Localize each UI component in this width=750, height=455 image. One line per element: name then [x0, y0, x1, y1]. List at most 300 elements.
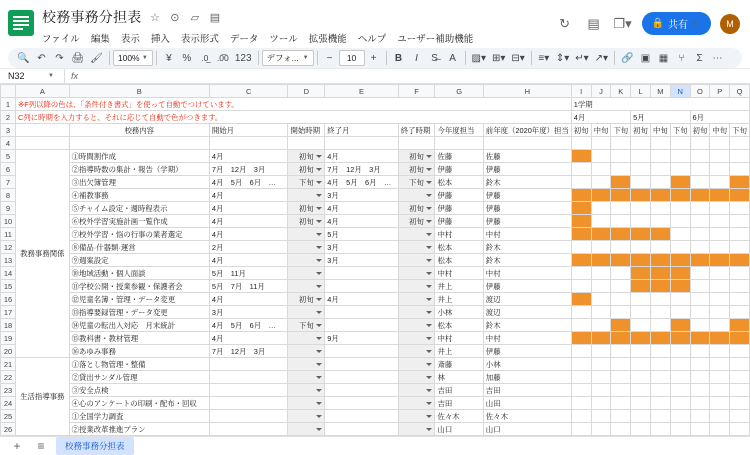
schedule-bar-cell[interactable] [591, 332, 611, 345]
insert-chart-icon[interactable]: ▦ [658, 52, 669, 64]
decimal-increase-icon[interactable]: .0̅0 [216, 53, 229, 63]
grid-table[interactable] [0, 84, 750, 436]
schedule-empty-cell[interactable] [710, 267, 730, 280]
row-header-4[interactable]: 4 [1, 137, 16, 150]
percent-icon[interactable]: % [182, 52, 192, 64]
undo-icon[interactable]: ↶ [37, 52, 46, 64]
text-color-icon[interactable]: A [449, 52, 456, 64]
schedule-empty-cell[interactable] [730, 293, 750, 306]
end-period-dropdown[interactable]: 初旬 [398, 202, 435, 215]
column-header-L[interactable]: L [631, 85, 651, 98]
start-period-dropdown[interactable] [288, 241, 325, 254]
schedule-bar-cell[interactable] [650, 254, 670, 267]
note-cell-2[interactable]: C列に時期を入力すると、それに応じて自動で色がつきます。 [16, 111, 572, 124]
schedule-bar-cell[interactable] [670, 254, 690, 267]
menu-view[interactable]: 表示 [120, 34, 140, 45]
add-comment-icon[interactable]: ▣ [640, 52, 651, 64]
schedule-empty-cell[interactable] [730, 163, 750, 176]
borders-icon[interactable]: ⊞▾ [492, 52, 506, 64]
schedule-bar-cell[interactable] [611, 189, 631, 202]
bold-icon[interactable]: B [394, 52, 403, 64]
schedule-empty-cell[interactable] [611, 215, 631, 228]
schedule-empty-cell[interactable] [710, 176, 730, 189]
schedule-empty-cell[interactable] [611, 371, 631, 384]
schedule-empty-cell[interactable] [710, 228, 730, 241]
schedule-empty-cell[interactable] [611, 293, 631, 306]
row-header-1[interactable]: 1 [1, 98, 16, 111]
schedule-bar-cell[interactable] [611, 228, 631, 241]
move-icon[interactable]: ⊙ [170, 11, 180, 24]
start-period-dropdown[interactable] [288, 423, 325, 436]
schedule-empty-cell[interactable] [730, 410, 750, 423]
start-period-dropdown[interactable] [288, 345, 325, 358]
document-title[interactable]: 校務事務分担表 [42, 9, 142, 25]
schedule-empty-cell[interactable] [710, 306, 730, 319]
start-period-dropdown[interactable] [288, 254, 325, 267]
schedule-empty-cell[interactable] [611, 410, 631, 423]
column-header-K[interactable]: K [611, 85, 631, 98]
schedule-empty-cell[interactable] [571, 280, 591, 293]
schedule-bar-cell[interactable] [631, 189, 651, 202]
column-header-G[interactable]: G [435, 85, 483, 98]
schedule-empty-cell[interactable] [631, 293, 651, 306]
schedule-bar-cell[interactable] [650, 280, 670, 293]
redo-icon[interactable]: ↷ [55, 52, 64, 64]
schedule-empty-cell[interactable] [650, 371, 670, 384]
drive-status-icon[interactable]: ▤ [209, 11, 221, 24]
month-header-1[interactable]: 4月 [571, 111, 630, 124]
end-period-dropdown[interactable] [398, 293, 435, 306]
column-header-Q[interactable]: Q [730, 85, 750, 98]
text-rotation-icon[interactable]: ↗▾ [594, 52, 609, 64]
schedule-bar-cell[interactable] [571, 293, 591, 306]
schedule-empty-cell[interactable] [670, 293, 690, 306]
end-period-dropdown[interactable]: 初旬 [398, 163, 435, 176]
schedule-empty-cell[interactable] [670, 150, 690, 163]
schedule-empty-cell[interactable] [690, 202, 710, 215]
italic-icon[interactable]: I [415, 52, 418, 64]
end-period-dropdown[interactable]: 初旬 [398, 215, 435, 228]
schedule-bar-cell[interactable] [670, 332, 690, 345]
schedule-empty-cell[interactable] [611, 423, 631, 436]
number-format-icon[interactable]: 123 [234, 52, 252, 64]
schedule-empty-cell[interactable] [690, 280, 710, 293]
schedule-empty-cell[interactable] [631, 241, 651, 254]
schedule-bar-cell[interactable] [690, 189, 710, 202]
schedule-empty-cell[interactable] [591, 280, 611, 293]
schedule-empty-cell[interactable] [650, 345, 670, 358]
schedule-empty-cell[interactable] [591, 241, 611, 254]
schedule-empty-cell[interactable] [611, 202, 631, 215]
schedule-empty-cell[interactable] [710, 241, 730, 254]
schedule-empty-cell[interactable] [611, 280, 631, 293]
schedule-bar-cell[interactable] [650, 332, 670, 345]
schedule-empty-cell[interactable] [611, 306, 631, 319]
schedule-empty-cell[interactable] [631, 150, 651, 163]
row-header-5[interactable]: 5 [1, 150, 16, 163]
schedule-empty-cell[interactable] [591, 319, 611, 332]
end-period-dropdown[interactable] [398, 280, 435, 293]
schedule-empty-cell[interactable] [710, 280, 730, 293]
schedule-empty-cell[interactable] [730, 423, 750, 436]
schedule-empty-cell[interactable] [650, 176, 670, 189]
schedule-empty-cell[interactable] [710, 358, 730, 371]
schedule-empty-cell[interactable] [611, 267, 631, 280]
start-period-dropdown[interactable]: 初旬 [288, 202, 325, 215]
schedule-empty-cell[interactable] [670, 397, 690, 410]
start-period-dropdown[interactable]: 初旬 [288, 150, 325, 163]
schedule-empty-cell[interactable] [631, 202, 651, 215]
start-period-dropdown[interactable] [288, 189, 325, 202]
schedule-empty-cell[interactable] [730, 384, 750, 397]
menu-help[interactable]: ヘルプ [357, 34, 387, 45]
schedule-empty-cell[interactable] [571, 423, 591, 436]
start-period-dropdown[interactable]: 下旬 [288, 176, 325, 189]
font-family-select[interactable]: デフォ... ▼ [262, 50, 314, 66]
name-box[interactable] [4, 71, 58, 81]
schedule-empty-cell[interactable] [611, 397, 631, 410]
cloud-icon[interactable]: ▱ [190, 11, 200, 24]
schedule-empty-cell[interactable] [650, 306, 670, 319]
menu-extensions[interactable]: 拡張機能 [308, 34, 347, 45]
schedule-empty-cell[interactable] [710, 384, 730, 397]
row-header-25[interactable]: 25 [1, 410, 16, 423]
schedule-empty-cell[interactable] [690, 228, 710, 241]
row-header-7[interactable]: 7 [1, 176, 16, 189]
schedule-empty-cell[interactable] [690, 319, 710, 332]
zoom-select[interactable]: 100% ▼ [113, 50, 153, 66]
comment-icon[interactable]: ▤ [587, 15, 600, 31]
start-period-dropdown[interactable] [288, 397, 325, 410]
start-period-dropdown[interactable] [288, 267, 325, 280]
schedule-empty-cell[interactable] [730, 280, 750, 293]
schedule-bar-cell[interactable] [670, 319, 690, 332]
schedule-bar-cell[interactable] [710, 189, 730, 202]
add-sheet-button[interactable]: + [13, 439, 21, 453]
schedule-empty-cell[interactable] [670, 423, 690, 436]
schedule-empty-cell[interactable] [710, 397, 730, 410]
horizontal-align-icon[interactable]: ≡▾ [538, 52, 550, 64]
schedule-empty-cell[interactable] [710, 371, 730, 384]
schedule-empty-cell[interactable] [571, 345, 591, 358]
schedule-empty-cell[interactable] [591, 176, 611, 189]
schedule-bar-cell[interactable] [571, 332, 591, 345]
start-period-dropdown[interactable]: 初旬 [288, 215, 325, 228]
column-header-O[interactable]: O [690, 85, 710, 98]
schedule-empty-cell[interactable] [631, 319, 651, 332]
merge-cells-icon[interactable]: ⊟▾ [511, 52, 525, 64]
column-header-E[interactable]: E [325, 85, 398, 98]
schedule-bar-cell[interactable] [571, 254, 591, 267]
start-period-dropdown[interactable] [288, 280, 325, 293]
row-header-8[interactable]: 8 [1, 189, 16, 202]
schedule-empty-cell[interactable] [571, 319, 591, 332]
schedule-empty-cell[interactable] [611, 345, 631, 358]
schedule-empty-cell[interactable] [710, 215, 730, 228]
schedule-bar-cell[interactable] [571, 202, 591, 215]
schedule-empty-cell[interactable] [591, 267, 611, 280]
select-all-corner[interactable] [1, 85, 16, 98]
column-header-I[interactable]: I [571, 85, 591, 98]
schedule-empty-cell[interactable] [631, 176, 651, 189]
column-header-H[interactable]: H [483, 85, 571, 98]
schedule-bar-cell[interactable] [730, 176, 750, 189]
star-icon[interactable]: ☆ [149, 11, 160, 24]
schedule-empty-cell[interactable] [730, 228, 750, 241]
schedule-empty-cell[interactable] [571, 176, 591, 189]
schedule-empty-cell[interactable] [690, 150, 710, 163]
schedule-bar-cell[interactable] [611, 319, 631, 332]
end-period-dropdown[interactable] [398, 410, 435, 423]
schedule-empty-cell[interactable] [571, 384, 591, 397]
all-sheets-button[interactable]: ≡ [37, 439, 45, 453]
schedule-empty-cell[interactable] [591, 150, 611, 163]
schedule-empty-cell[interactable] [730, 267, 750, 280]
schedule-empty-cell[interactable] [650, 163, 670, 176]
schedule-empty-cell[interactable] [650, 319, 670, 332]
schedule-empty-cell[interactable] [631, 423, 651, 436]
schedule-empty-cell[interactable] [591, 345, 611, 358]
schedule-empty-cell[interactable] [611, 163, 631, 176]
schedule-bar-cell[interactable] [571, 150, 591, 163]
schedule-empty-cell[interactable] [670, 202, 690, 215]
schedule-empty-cell[interactable] [710, 319, 730, 332]
row-header-22[interactable]: 22 [1, 371, 16, 384]
end-period-dropdown[interactable] [398, 384, 435, 397]
schedule-empty-cell[interactable] [611, 150, 631, 163]
schedule-bar-cell[interactable] [631, 267, 651, 280]
schedule-empty-cell[interactable] [730, 345, 750, 358]
column-header-A[interactable]: A [16, 85, 70, 98]
row-header-19[interactable]: 19 [1, 332, 16, 345]
start-period-dropdown[interactable] [288, 228, 325, 241]
schedule-empty-cell[interactable] [631, 410, 651, 423]
end-period-dropdown[interactable]: 初旬 [398, 150, 435, 163]
schedule-bar-cell[interactable] [710, 254, 730, 267]
column-header-D[interactable]: D [288, 85, 325, 98]
end-period-dropdown[interactable] [398, 358, 435, 371]
schedule-empty-cell[interactable] [690, 163, 710, 176]
month-header-2[interactable]: 5月 [631, 111, 690, 124]
schedule-empty-cell[interactable] [710, 150, 730, 163]
schedule-empty-cell[interactable] [730, 202, 750, 215]
schedule-empty-cell[interactable] [571, 163, 591, 176]
start-period-dropdown[interactable]: 下旬 [288, 319, 325, 332]
schedule-empty-cell[interactable] [690, 345, 710, 358]
schedule-empty-cell[interactable] [730, 150, 750, 163]
term-header[interactable]: 1学期 [571, 98, 749, 111]
column-header-P[interactable]: P [710, 85, 730, 98]
schedule-empty-cell[interactable] [631, 371, 651, 384]
schedule-bar-cell[interactable] [650, 189, 670, 202]
schedule-empty-cell[interactable] [650, 358, 670, 371]
schedule-empty-cell[interactable] [670, 371, 690, 384]
schedule-empty-cell[interactable] [611, 358, 631, 371]
decimal-decrease-icon[interactable]: .0̲ [201, 53, 209, 63]
schedule-empty-cell[interactable] [650, 423, 670, 436]
font-size-decrease-button[interactable]: − [326, 52, 333, 64]
end-period-dropdown[interactable] [398, 241, 435, 254]
schedule-bar-cell[interactable] [670, 176, 690, 189]
share-button[interactable] [642, 12, 711, 35]
end-period-dropdown[interactable] [398, 332, 435, 345]
schedule-empty-cell[interactable] [690, 358, 710, 371]
schedule-bar-cell[interactable] [670, 267, 690, 280]
schedule-bar-cell[interactable] [631, 332, 651, 345]
schedule-empty-cell[interactable] [650, 241, 670, 254]
schedule-empty-cell[interactable] [690, 410, 710, 423]
schedule-empty-cell[interactable] [730, 306, 750, 319]
schedule-empty-cell[interactable] [650, 384, 670, 397]
schedule-empty-cell[interactable] [730, 358, 750, 371]
group-label-cell[interactable]: 教務事務関係 [16, 150, 70, 358]
schedule-empty-cell[interactable] [650, 215, 670, 228]
filter-icon[interactable]: ⑂ [678, 52, 685, 64]
schedule-empty-cell[interactable] [650, 397, 670, 410]
start-period-dropdown[interactable] [288, 410, 325, 423]
schedule-empty-cell[interactable] [591, 202, 611, 215]
schedule-bar-cell[interactable] [670, 189, 690, 202]
end-period-dropdown[interactable] [398, 254, 435, 267]
column-header-F[interactable]: F [398, 85, 435, 98]
schedule-empty-cell[interactable] [631, 215, 651, 228]
end-period-dropdown[interactable] [398, 397, 435, 410]
schedule-empty-cell[interactable] [710, 163, 730, 176]
schedule-empty-cell[interactable] [631, 306, 651, 319]
schedule-empty-cell[interactable] [730, 397, 750, 410]
schedule-bar-cell[interactable] [670, 280, 690, 293]
schedule-empty-cell[interactable] [571, 267, 591, 280]
end-period-dropdown[interactable] [398, 267, 435, 280]
column-header-B[interactable]: B [69, 85, 209, 98]
start-period-dropdown[interactable] [288, 384, 325, 397]
sheet-grid[interactable] [0, 84, 750, 436]
schedule-empty-cell[interactable] [650, 293, 670, 306]
schedule-empty-cell[interactable] [710, 423, 730, 436]
schedule-empty-cell[interactable] [690, 215, 710, 228]
menu-tools[interactable]: ツール [269, 34, 298, 45]
schedule-bar-cell[interactable] [611, 332, 631, 345]
schedule-empty-cell[interactable] [571, 306, 591, 319]
schedule-empty-cell[interactable] [670, 345, 690, 358]
end-period-dropdown[interactable] [398, 189, 435, 202]
row-header-18[interactable]: 18 [1, 319, 16, 332]
menu-data[interactable]: データ [229, 34, 259, 45]
schedule-bar-cell[interactable] [591, 189, 611, 202]
schedule-empty-cell[interactable] [591, 371, 611, 384]
start-period-dropdown[interactable] [288, 332, 325, 345]
column-header-M[interactable]: M [650, 85, 670, 98]
schedule-empty-cell[interactable] [670, 228, 690, 241]
column-header-N[interactable]: N [670, 85, 690, 98]
end-period-dropdown[interactable] [398, 423, 435, 436]
vertical-align-icon[interactable]: ⇕▾ [555, 52, 570, 64]
currency-icon[interactable]: ¥ [166, 52, 172, 64]
row-header-17[interactable]: 17 [1, 306, 16, 319]
start-period-dropdown[interactable]: 初旬 [288, 293, 325, 306]
end-period-dropdown[interactable] [398, 371, 435, 384]
schedule-bar-cell[interactable] [631, 228, 651, 241]
schedule-empty-cell[interactable] [690, 267, 710, 280]
schedule-empty-cell[interactable] [631, 163, 651, 176]
schedule-empty-cell[interactable] [690, 293, 710, 306]
print-icon[interactable]: 🖨 [71, 52, 85, 64]
schedule-empty-cell[interactable] [650, 150, 670, 163]
schedule-bar-cell[interactable] [631, 280, 651, 293]
schedule-empty-cell[interactable] [650, 410, 670, 423]
schedule-empty-cell[interactable] [591, 384, 611, 397]
schedule-empty-cell[interactable] [591, 358, 611, 371]
schedule-bar-cell[interactable] [710, 332, 730, 345]
schedule-bar-cell[interactable] [611, 176, 631, 189]
schedule-empty-cell[interactable] [591, 215, 611, 228]
schedule-empty-cell[interactable] [690, 241, 710, 254]
menu-file[interactable]: ファイル [42, 34, 80, 45]
column-header-C[interactable]: C [209, 85, 288, 98]
more-options-icon[interactable]: ⋯ [712, 52, 723, 64]
schedule-empty-cell[interactable] [690, 176, 710, 189]
schedule-bar-cell[interactable] [591, 254, 611, 267]
schedule-bar-cell[interactable] [690, 254, 710, 267]
end-period-dropdown[interactable] [398, 306, 435, 319]
row-header-10[interactable]: 10 [1, 215, 16, 228]
schedule-empty-cell[interactable] [730, 241, 750, 254]
row-header-2[interactable]: 2 [1, 111, 16, 124]
schedule-bar-cell[interactable] [571, 215, 591, 228]
row-header-11[interactable]: 11 [1, 228, 16, 241]
schedule-empty-cell[interactable] [571, 410, 591, 423]
sheet-tab[interactable] [56, 437, 134, 455]
schedule-empty-cell[interactable] [571, 371, 591, 384]
schedule-empty-cell[interactable] [690, 397, 710, 410]
group-label-cell[interactable]: 生活指導事務 [16, 358, 70, 436]
schedule-empty-cell[interactable] [710, 293, 730, 306]
schedule-empty-cell[interactable] [670, 215, 690, 228]
end-period-dropdown[interactable] [398, 319, 435, 332]
font-size-increase-button[interactable]: + [370, 52, 377, 64]
schedule-empty-cell[interactable] [670, 358, 690, 371]
schedule-empty-cell[interactable] [611, 241, 631, 254]
history-icon[interactable]: ↻ [559, 15, 571, 31]
row-header-3[interactable]: 3 [1, 124, 16, 137]
row-header-14[interactable]: 14 [1, 267, 16, 280]
schedule-bar-cell[interactable] [730, 332, 750, 345]
meet-icon[interactable]: ❐▾ [613, 15, 632, 31]
row-header-12[interactable]: 12 [1, 241, 16, 254]
menu-edit[interactable]: 編集 [90, 34, 110, 45]
end-period-dropdown[interactable]: 下旬 [398, 176, 435, 189]
start-period-dropdown[interactable] [288, 358, 325, 371]
schedule-empty-cell[interactable] [591, 293, 611, 306]
schedule-empty-cell[interactable] [670, 163, 690, 176]
functions-icon[interactable]: Σ [696, 52, 703, 64]
font-size-input[interactable]: 10 [339, 50, 365, 66]
search-icon[interactable]: 🔍 [17, 52, 30, 64]
schedule-empty-cell[interactable] [690, 384, 710, 397]
schedule-empty-cell[interactable] [591, 410, 611, 423]
schedule-empty-cell[interactable] [650, 202, 670, 215]
strikethrough-icon[interactable]: S̶ [431, 52, 438, 64]
schedule-empty-cell[interactable] [631, 384, 651, 397]
row-header-21[interactable]: 21 [1, 358, 16, 371]
schedule-empty-cell[interactable] [670, 384, 690, 397]
schedule-empty-cell[interactable] [710, 202, 730, 215]
start-period-dropdown[interactable] [288, 306, 325, 319]
schedule-empty-cell[interactable] [670, 306, 690, 319]
schedule-empty-cell[interactable] [571, 358, 591, 371]
column-header-J[interactable]: J [591, 85, 611, 98]
schedule-bar-cell[interactable] [631, 254, 651, 267]
